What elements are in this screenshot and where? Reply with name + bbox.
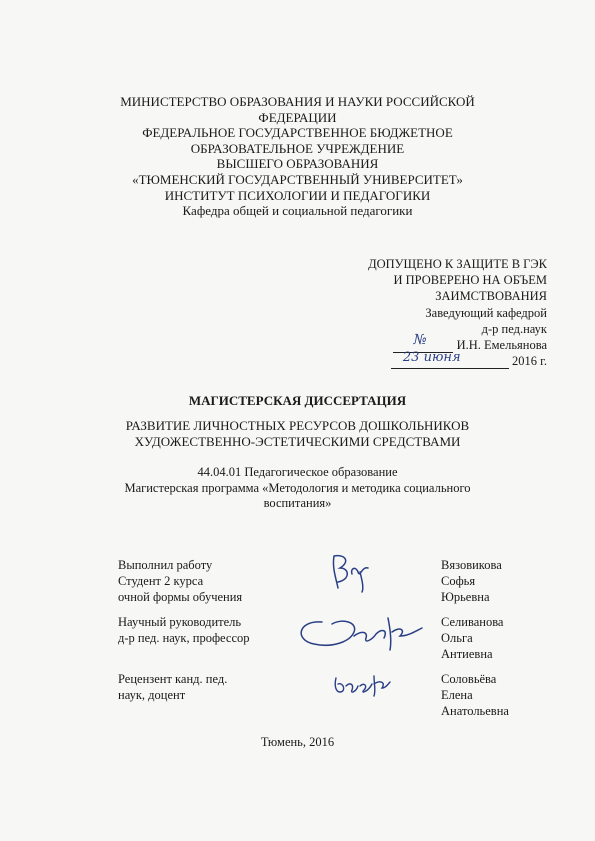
reviewer-name — [441, 671, 509, 719]
handwritten-date: 23 июня — [402, 350, 461, 366]
program-line: воспитания» — [263, 496, 332, 510]
approval-block — [368, 256, 547, 369]
direction: 44.04.01 Педагогическое образование — [197, 465, 398, 479]
theme-line: РАЗВИТИЕ ЛИЧНОСТНЫХ РЕСУРСОВ ДОШКОЛЬНИКОВ — [125, 418, 470, 433]
role-line: Студент 2 курса — [118, 574, 204, 588]
name-line: Антиевна — [441, 647, 493, 661]
header-line: «ТЮМЕНСКИЙ ГОСУДАРСТВЕННЫЙ УНИВЕРСИТЕТ» — [132, 171, 463, 187]
header-line: ВЫСШЕГО ОБРАЗОВАНИЯ — [216, 156, 379, 172]
approval-date-line — [391, 350, 509, 369]
role-line: Рецензент канд. пед. — [118, 672, 228, 686]
institution-header — [0, 94, 595, 219]
name-line: Соловьёва — [441, 672, 497, 686]
handwritten-number: № — [413, 332, 427, 349]
header-line: МИНИСТЕРСТВО ОБРАЗОВАНИЯ И НАУКИ РОССИЙСКОЙ — [120, 94, 475, 109]
role-line: д-р пед. наук, профессор — [118, 631, 250, 645]
name-line: Селиванова — [441, 615, 504, 629]
author-name — [441, 557, 502, 605]
header-line: ФЕДЕРАЛЬНОЕ ГОСУДАРСТВЕННОЕ БЮДЖЕТНОЕ — [142, 125, 453, 141]
approval-line: ЗАИМСТВОВАНИЯ — [435, 289, 547, 304]
role-line: Научный руководитель — [118, 615, 242, 629]
approval-line: ДОПУЩЕНО К ЗАЩИТЕ В ГЭК — [368, 257, 547, 271]
name-line: Елена — [441, 688, 473, 702]
approval-line: Заведующий кафедрой — [425, 305, 547, 320]
thesis-theme — [0, 418, 595, 449]
approval-date-row — [368, 350, 547, 369]
header-line: ФЕДЕРАЦИИ — [258, 109, 337, 125]
header-line: Кафедра общей и социальной педагогики — [182, 203, 413, 219]
approval-line: И ПРОВЕРЕНО НА ОБЪЕМ — [393, 273, 547, 288]
approval-year: 2016 г. — [512, 354, 547, 369]
role-line: Выполнил работу — [118, 558, 213, 572]
supervisor-signature — [292, 606, 432, 656]
program-line: Магистерская программа «Методология и методика социального — [124, 480, 471, 495]
name-line: Ольга — [441, 631, 473, 645]
supervisor-role — [118, 614, 250, 646]
document-type: МАГИСТЕРСКАЯ ДИССЕРТАЦИЯ — [188, 393, 407, 408]
header-line: ИНСТИТУТ ПСИХОЛОГИИ И ПЕДАГОГИКИ — [164, 187, 431, 203]
header-line: ОБРАЗОВАТЕЛЬНОЕ УЧРЕЖДЕНИЕ — [190, 140, 405, 156]
reviewer-signature — [330, 668, 392, 698]
city-year: Тюмень, 2016 — [260, 735, 335, 749]
author-role — [118, 557, 242, 605]
supervisor-name — [441, 614, 503, 662]
role-line: наук, доцент — [118, 688, 186, 702]
approval-line: д-р пед.наук — [481, 321, 547, 336]
reviewer-role — [118, 671, 227, 703]
head-name: И.Н. Емельянова — [456, 338, 547, 353]
role-line: очной формы обучения — [118, 590, 243, 604]
name-line: Юрьевна — [441, 590, 490, 604]
theme-line: ХУДОЖЕСТВЕННО-ЭСТЕТИЧЕСКИМИ СРЕДСТВАМИ — [134, 433, 461, 449]
program-info — [0, 465, 595, 512]
name-line: Вязовикова — [441, 558, 502, 572]
name-line: Софья — [441, 574, 476, 588]
author-signature — [320, 548, 380, 594]
name-line: Анатольевна — [441, 704, 509, 718]
